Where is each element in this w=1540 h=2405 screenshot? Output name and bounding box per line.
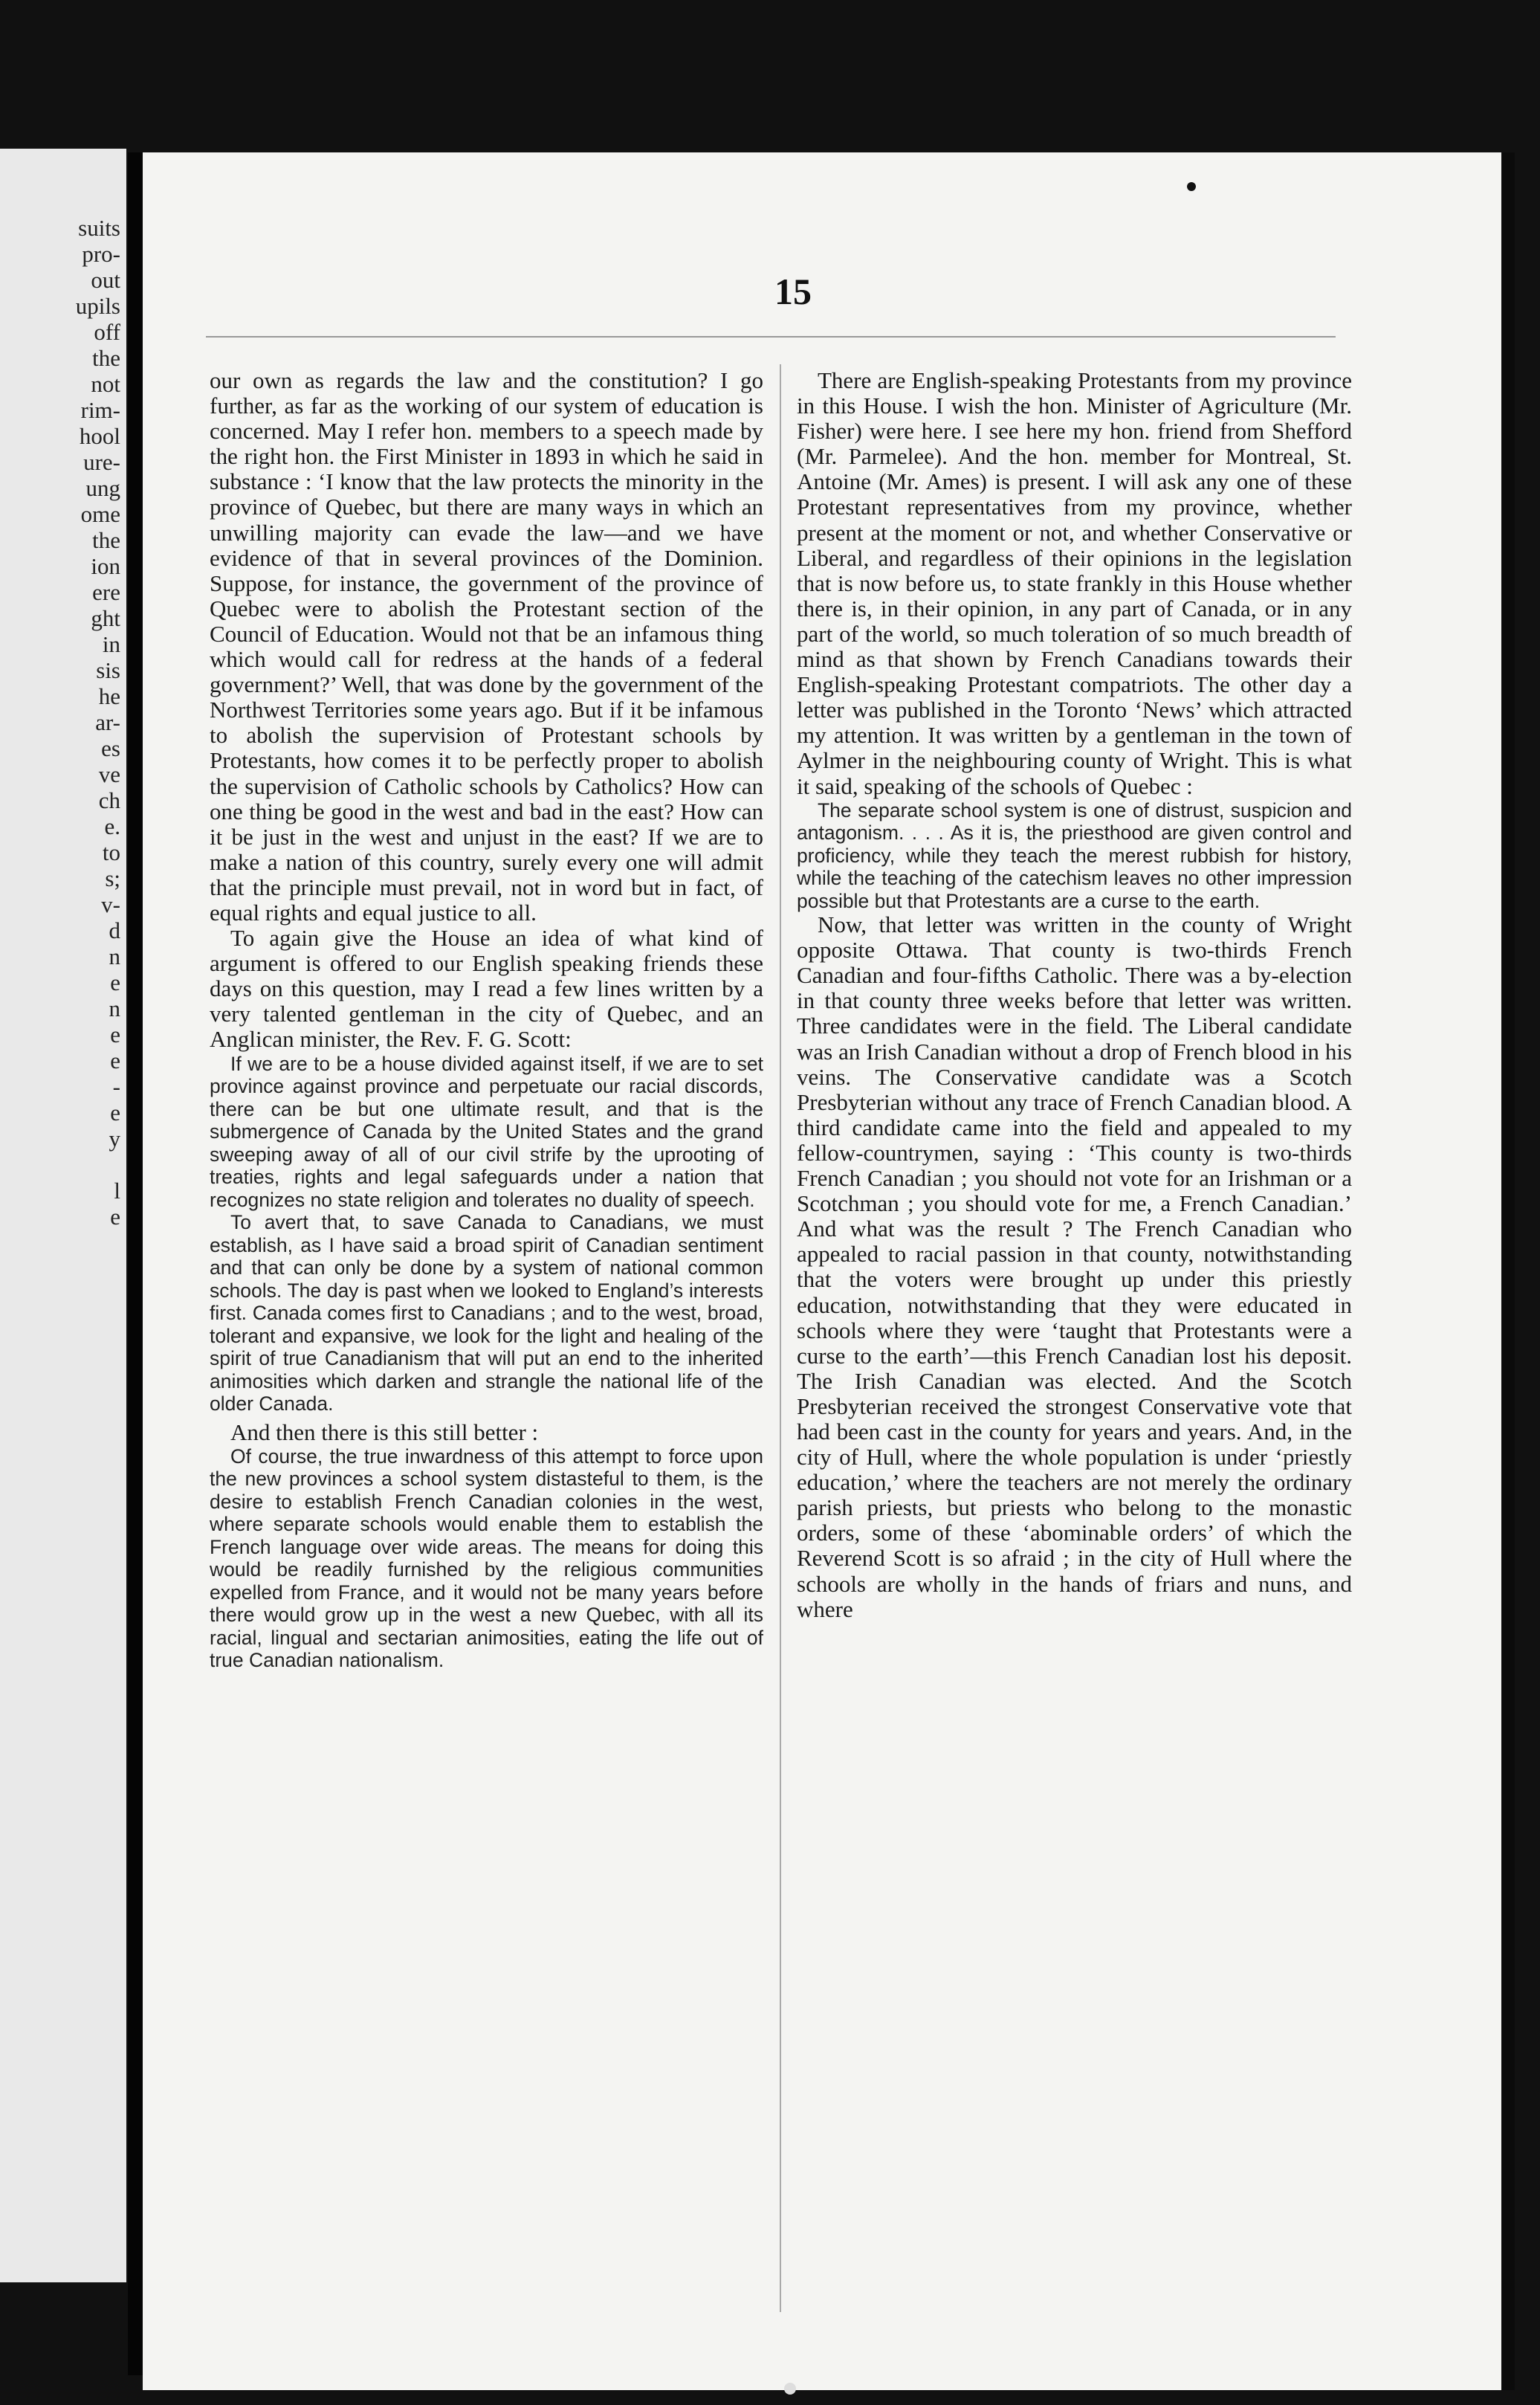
previous-page-fragment: to bbox=[102, 839, 120, 865]
body-paragraph: Now, that letter was written in the county of Wright opposite Ottawa. That county is two-thirds French Canadian and four-fifths Catholic. There was a by-election in that county three weeks before that letter was written. Three candidates were in the field. The Liberal candidate was an Irish Canadian without a drop of French blood in his veins. The Conservative candidate was a Scotch Presbyterian without any trace of French Canadian blood. A third candidate came into the field and appealed to my fellow-countrymen, saying : ‘This county is two-thirds French Canadian ; you should not vote for an Irishman or a Scotchman ; you should vote for me, a French Canadian.’ And what was the result ? The French Canadian who appealed to racial passion in that county, notwithstanding that the voters were brought up under this priestly education, notwithstanding that they were educated in schools where they were ‘taught that Protestants were a curse to the earth’—this French Canadian lost his deposit. The Irish Canadian was elected. And the Scotch Presbyterian received the strongest Conservative vote that had been cast in the county for years and years. And, in the city of Hull, where the whole population is under ‘priestly education,’ where the teachers are not merely the ordinary parish priests, but priests who belong to the monastic orders, some of these ‘abominable orders’ of which the Reverend Scott is so afraid ; in the city of Hull where the schools are wholly in the hands of friars and nuns, and where bbox=[797, 911, 1352, 1622]
body-paragraph: And then there is this still better : bbox=[230, 1418, 539, 1445]
previous-page-fragment: he bbox=[98, 683, 120, 709]
previous-page-fragment: e bbox=[110, 969, 120, 995]
previous-page-fragment: the bbox=[92, 527, 120, 553]
page-number: 15 bbox=[774, 271, 812, 312]
previous-page-edge bbox=[0, 149, 126, 2282]
previous-page-fragment: n bbox=[109, 995, 120, 1021]
previous-page-fragment: ch bbox=[98, 787, 120, 813]
previous-page-fragment: ve bbox=[98, 761, 120, 787]
quoted-paragraph: The separate school system is one of distrust, suspicion and antagonism. . . . As it is, the priesthood are given control and proficiency, while they teach the merest rubbish for history, while the teaching of the catechism leaves no other impression possible but that Protestants are a curse to the earth. bbox=[797, 798, 1352, 912]
previous-page-fragment: suits bbox=[78, 215, 120, 241]
previous-page-fragment: the bbox=[92, 345, 120, 371]
document-page bbox=[143, 152, 1515, 2390]
right-column bbox=[797, 368, 1352, 1622]
previous-page-fragment: es bbox=[101, 735, 120, 761]
previous-page-fragment: e bbox=[110, 1047, 120, 1074]
previous-page-fragment: e bbox=[110, 1204, 120, 1230]
previous-page-fragment: ome bbox=[80, 501, 120, 527]
previous-page-fragment: n bbox=[109, 943, 120, 969]
previous-page-fragment: s; bbox=[105, 865, 120, 891]
previous-page-fragment: ght bbox=[91, 605, 120, 631]
previous-page-fragment: upils bbox=[75, 293, 120, 319]
previous-page-fragment: sis bbox=[96, 657, 120, 683]
header-rule bbox=[206, 336, 1336, 338]
previous-page-fragment: v- bbox=[101, 891, 120, 917]
scan-mark bbox=[784, 2383, 796, 2395]
previous-page-fragment: e. bbox=[104, 813, 120, 839]
previous-page-fragment: not bbox=[91, 371, 120, 397]
previous-page-fragment: y bbox=[109, 1126, 120, 1152]
previous-page-fragment: d bbox=[109, 917, 120, 943]
quoted-paragraph: Of course, the true inwardness of this attempt to force upon the new provinces a school system distasteful to them, is the desire to establish French Canadian colonies in the west, where separate schools would enable them to establish the French language over wide areas. The means for doing this would be readily furnished by the religious communities expelled from France, and it would not be many years before there would grow up in the west a new Quebec, with all its racial, lingual and sectarian animosities, eating the life out of true Canadian nationalism. bbox=[210, 1444, 763, 1672]
previous-page-fragment: e bbox=[110, 1021, 120, 1047]
left-column bbox=[210, 368, 763, 1672]
previous-page-fragment: ure- bbox=[83, 449, 120, 475]
previous-page-fragment: in bbox=[102, 631, 120, 657]
quoted-paragraph: If we are to be a house divided against itself, if we are to set province against province and perpetuate our racial discords, there can be but one ultimate result, and that is the submergence of Canada by the United States and the grand sweeping away of all of our civil strife by the uprooting of treaties, rights and legal safeguards under a nation that recognizes no state religion and tolerates no duality of speech. bbox=[210, 1052, 763, 1211]
book-spine bbox=[128, 152, 144, 2375]
body-paragraph: There are English-speaking Protestants from my province in this House. I wish the hon. Minister of Agriculture (Mr. Fisher) were here. I see here my hon. friend from Shefford (Mr. Parmelee). And the hon. member for Montreal, St. Antoine (Mr. Ames) is present. I will ask any one of these Protestant representatives from my province, whether present at the moment or not, and whether Conservative or Liberal, and regardless of their opinions in the legislation that is now before us, to state frankly in this House whether there is, in their opinion, in any part of Canada, or in any part of the world, so much toleration of so much breadth of mind as that shown by French Canadians towards their English-speaking Protestant compatriots. The other day a letter was published in the Toronto ‘News’ which attracted my attention. It was written by a gentleman in the town of Aylmer in the neighbouring county of Wright. This is what it said, speaking of the schools of Quebec : bbox=[797, 367, 1352, 799]
previous-page-fragment: - bbox=[112, 1074, 120, 1100]
previous-page-fragment: off bbox=[94, 319, 120, 345]
ink-dot bbox=[1187, 182, 1196, 191]
previous-page-fragment: hool bbox=[79, 423, 120, 449]
column-divider bbox=[780, 364, 781, 2312]
previous-page-fragment: pro- bbox=[82, 241, 120, 267]
previous-page-fragment: ion bbox=[91, 553, 120, 579]
body-paragraph: To again give the House an idea of what kind of argument is offered to our English speaking friends these days on this question, may I read a few lines written by a very talented gentleman in the city of Quebec, and an Anglican minister, the Rev. F. G. Scott: bbox=[210, 925, 763, 1053]
previous-page-fragment: ar- bbox=[95, 709, 120, 735]
body-paragraph: our own as regards the law and the constitution? I go further, as far as the working of our system of education is concerned. May I refer hon. members to a speech made by the right hon. the First Minister in 1893 in which he said in substance : ‘I know that the law protects the minority in the province of Quebec, but there are many ways in which an unwilling majority can evade the law—and we have evidence of that in several provinces of the Dominion. Suppose, for instance, the government of the province of Quebec were to abolish the Protestant section of the Council of Education. Would not that be an infamous thing which would call for redress at the hands of a federal government?’ Well, that was done by the government of the Northwest Territories some years ago. But if it be infamous to abolish the supervision of Protestant schools by Protestants, how comes it to be perfectly proper to abolish the supervision of Catholic schools by Catholics? How can one thing be good in the west and bad in the east? How can it be just in the west and unjust in the east? If we are to make a nation of this country, surely every one will admit that the principle must prevail, not in word but in fact, of equal rights and equal justice to all. bbox=[210, 367, 763, 926]
previous-page-fragment: ung bbox=[85, 475, 120, 501]
previous-page-fragment: l bbox=[114, 1178, 120, 1204]
previous-page-fragment: e bbox=[110, 1100, 120, 1126]
previous-page-fragment: ere bbox=[92, 579, 120, 605]
previous-page-fragment: out bbox=[91, 267, 120, 293]
previous-page-fragment: rim- bbox=[80, 397, 120, 423]
quoted-paragraph: To avert that, to save Canada to Canadians, we must establish, as I have said a broad spirit of Canadian sentiment and that can only be done by a system of national common schools. The day is past when we looked to England’s interests first. Canada comes first to Canadians ; and to the west, broad, tolerant and expansive, we look for the light and healing of the spirit of true Canadianism that will put an end to the inherited animosities which darken and strangle the national life of the older Canada. bbox=[210, 1211, 763, 1415]
